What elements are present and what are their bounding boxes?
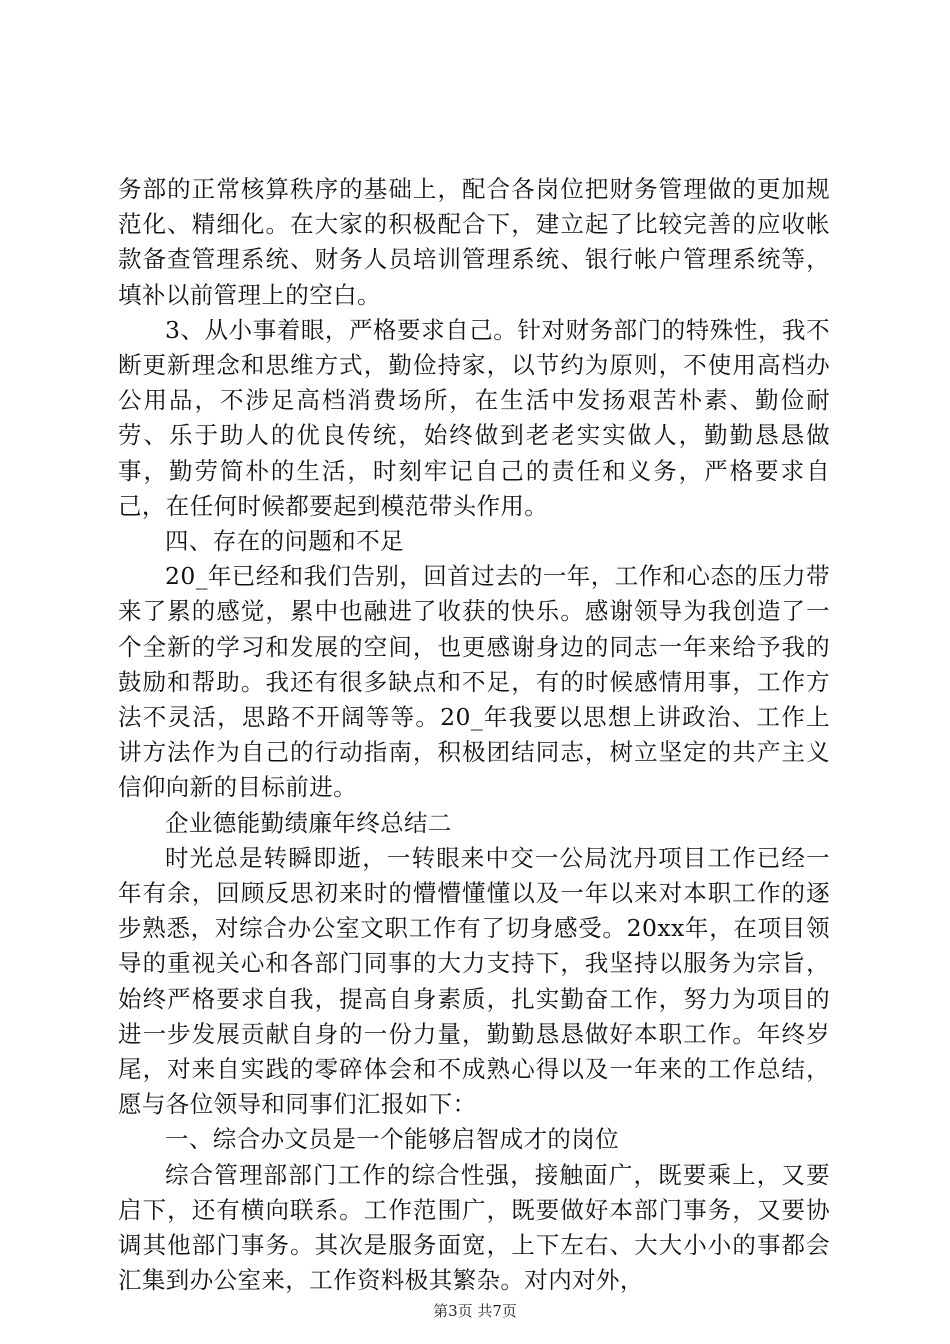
paragraph-role-description: 综合管理部部门工作的综合性强，接触面广，既要乘上，又要启下，还有横向联系。工作范围广，既要做好本部门事务，又要协调其他部门事务。其次是服务面宽，上下左右、大大小小的事都会汇集到办公室来，工作资料极其繁杂。对内对外， [118, 1160, 830, 1295]
document-body [118, 172, 830, 1299]
section-heading-problems: 四、存在的问题和不足 [165, 527, 404, 556]
document-subtitle: 企业德能勤绩廉年终总结二 [165, 808, 452, 837]
paragraph-intro: 时光总是转瞬即逝，一转眼来中交一公局沈丹项目工作已经一年有余，回顾反思初来时的懵懵懂懂以及一年以来对本职工作的逐步熟悉，对综合办公室文职工作有了切身感受。20xx年，在项目领导的重视关心和各部门同事的大力支持下，我坚持以服务为宗旨，始终严格要求自我，提高自身素质，扎实勤奋工作，努力为项目的进一步发展贡献自身的一份力量，勤勤恳恳做好本职工作。年终岁尾，对来自实践的零碎体会和不成熟心得以及一年来的工作总结，愿与各位领导和同事们汇报如下： [118, 843, 830, 1119]
section-heading-role: 一、综合办文员是一个能够启智成才的岗位 [165, 1125, 620, 1154]
paragraph-summary: 20_年已经和我们告别，回首过去的一年，工作和心态的压力带来了累的感觉，累中也融进了收获的快乐。感谢领导为我创造了一个全新的学习和发展的空间，也更感谢身边的同志一年来给予我的鼓励和帮助。我还有很多缺点和不足，有的时候感情用事，工作方法不灵活，思路不开阔等等。20_年我要以思想上讲政治、工作上讲方法作为自己的行动指南，积极团结同志，树立坚定的共产主义信仰向新的目标前进。 [118, 562, 830, 802]
paragraph-continuation: 务部的正常核算秩序的基础上，配合各岗位把财务管理做的更加规范化、精细化。在大家的积极配合下，建立起了比较完善的应收帐款备查管理系统、财务人员培训管理系统、银行帐户管理系统等，填补以前管理上的空白。 [118, 175, 830, 309]
paragraph-item-3: 3、从小事着眼，严格要求自己。针对财务部门的特殊性，我不断更新理念和思维方式，勤俭持家，以节约为原则，不使用高档办公用品，不涉足高档消费场所，在生活中发扬艰苦朴素、勤俭耐劳、乐于助人的优良传统，始终做到老老实实做人，勤勤恳恳做事，勤劳简朴的生活，时刻牢记自己的责任和义务，严格要求自己，在任何时候都要起到模范带头作用。 [118, 315, 830, 520]
page-number: 第3页 共7页 [433, 1302, 517, 1320]
